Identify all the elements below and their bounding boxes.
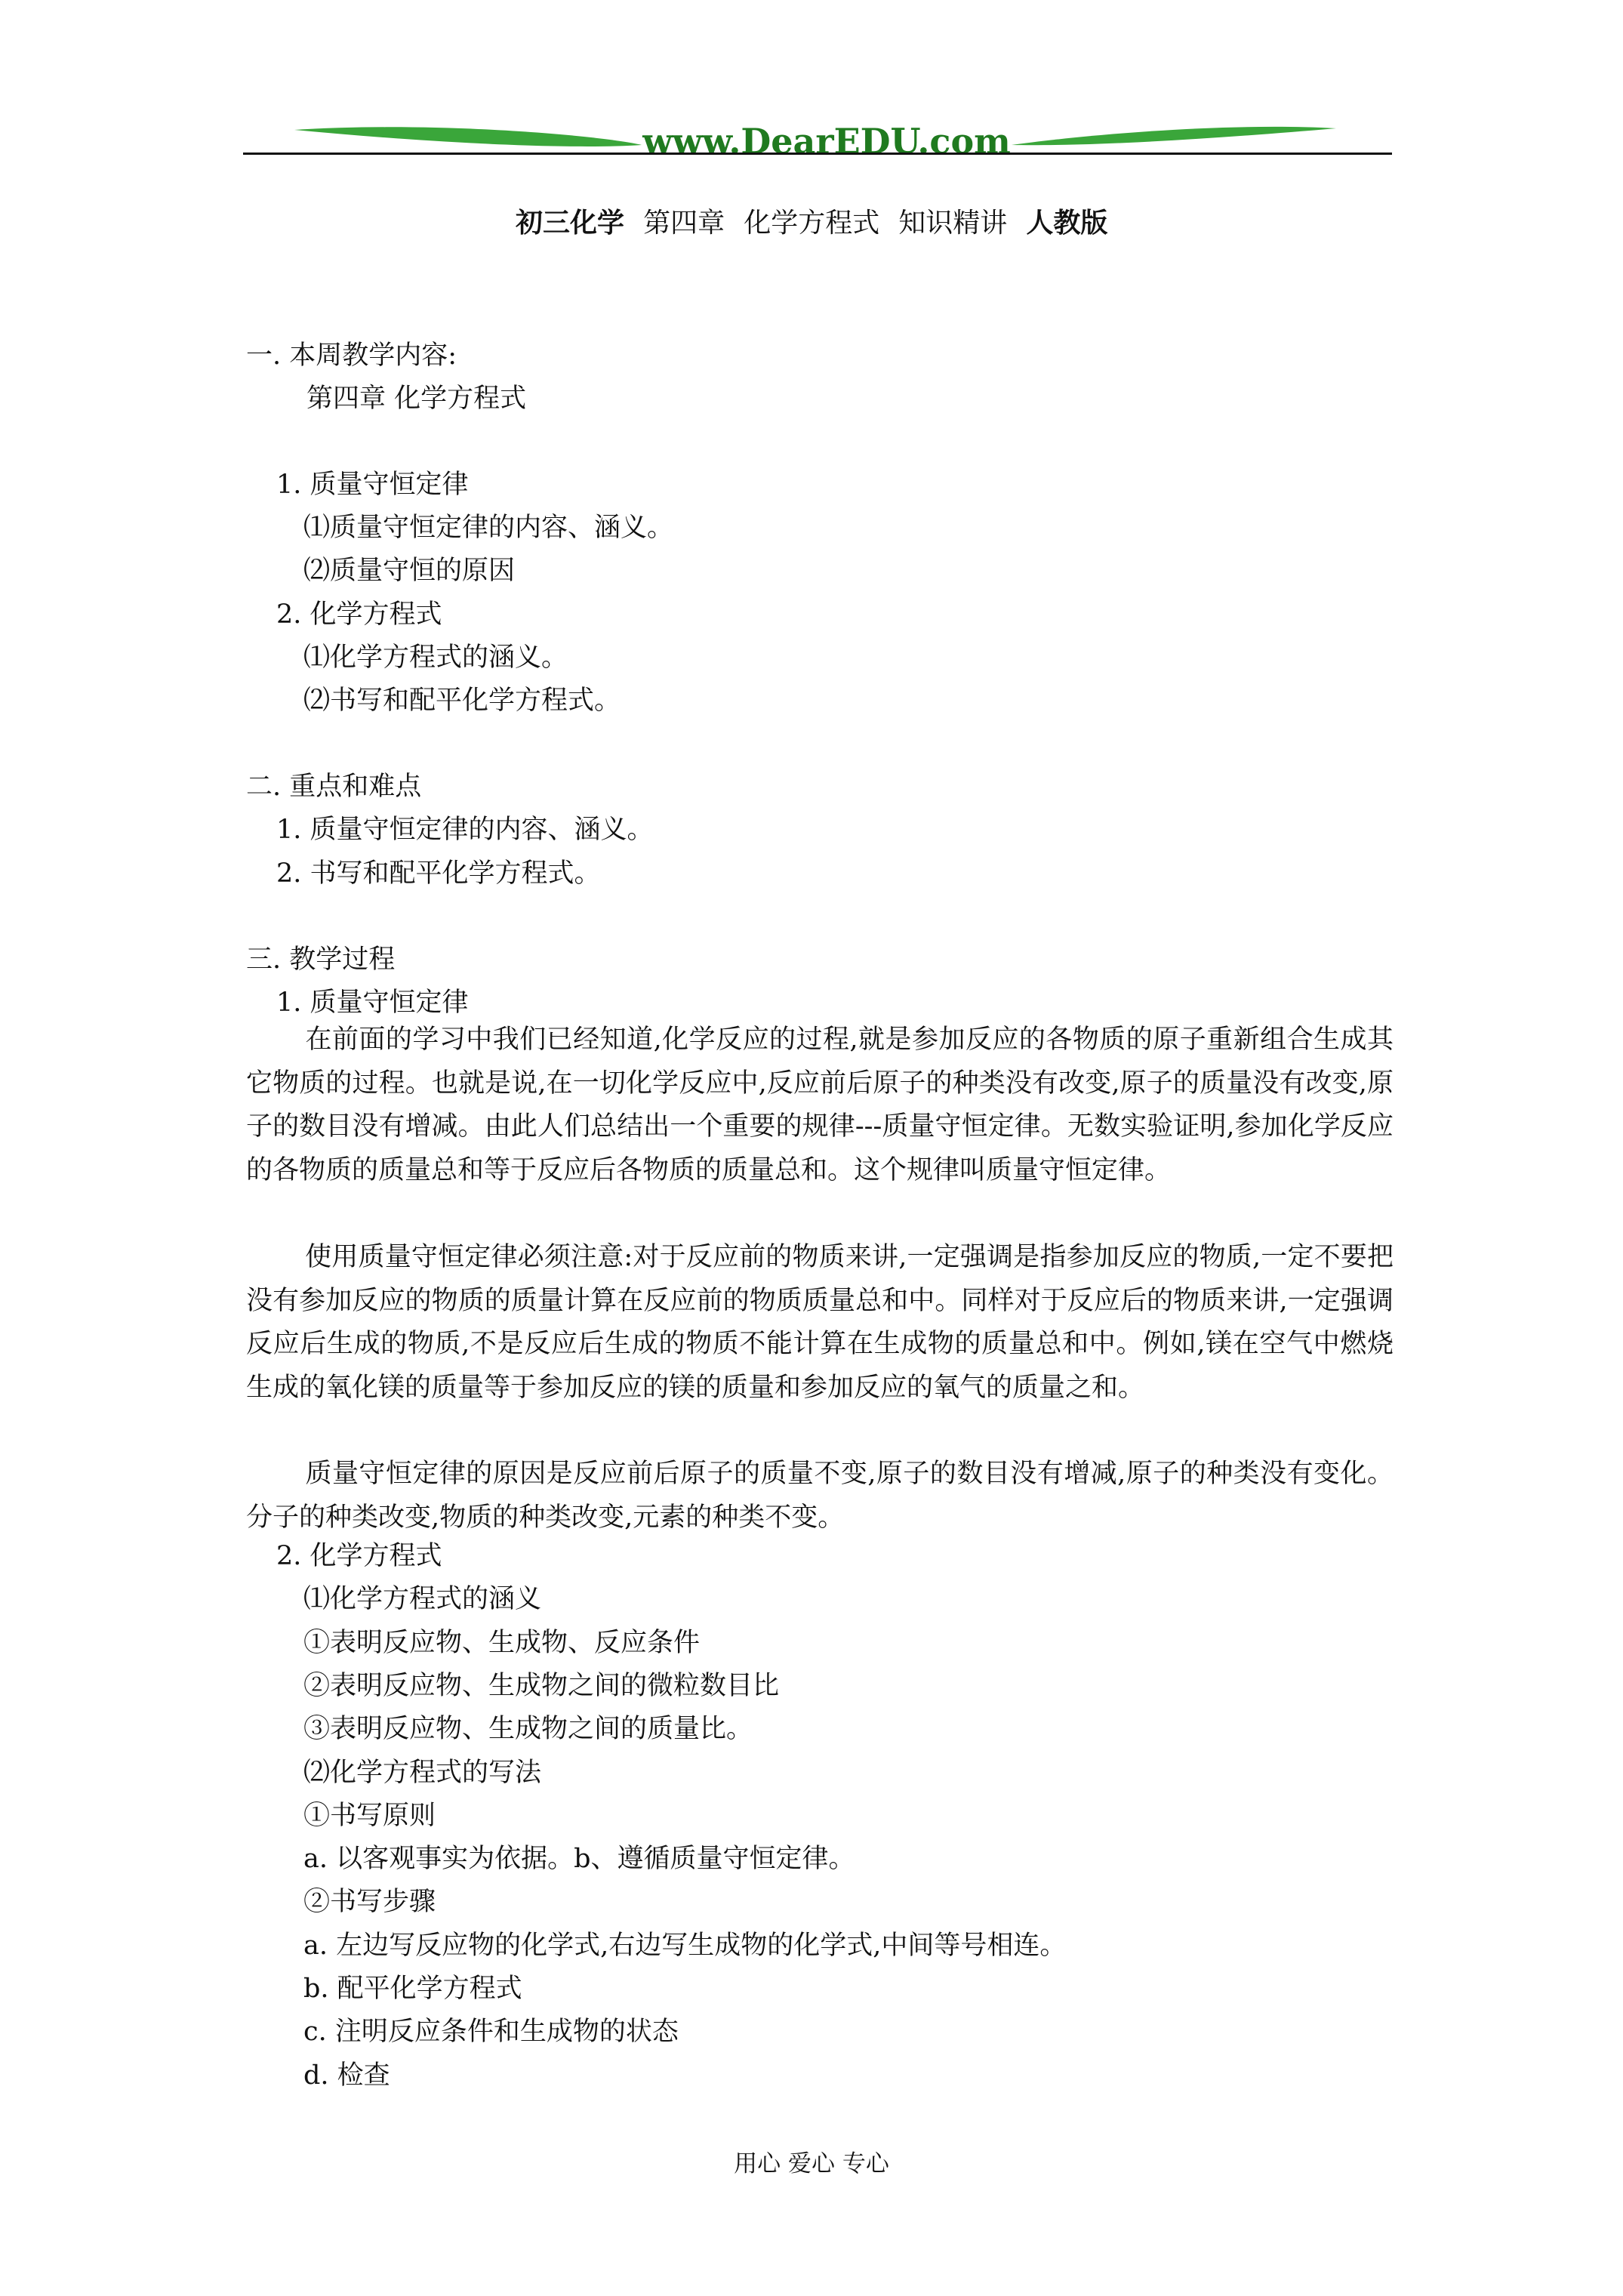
title-part-3: 化学方程式 xyxy=(744,208,880,239)
section1-item: ⑵质量守恒的原因 xyxy=(303,556,516,586)
section2-item: 2. 书写和配平化学方程式。 xyxy=(276,858,601,889)
section3-subheading: 2. 化学方程式 xyxy=(276,1541,442,1571)
page-footer: 用心 爱心 专心 xyxy=(734,2150,889,2177)
title-part-5: 人教版 xyxy=(1026,207,1108,239)
dearedu-logo xyxy=(287,113,1344,166)
paragraph xyxy=(246,1019,1394,1192)
section3-item: ⑵化学方程式的写法 xyxy=(303,1758,542,1788)
paragraph xyxy=(246,1453,1394,1539)
logo-right-swoosh xyxy=(1012,127,1336,145)
section3-item: ①书写原则 xyxy=(303,1801,436,1831)
paragraph-text: 在前面的学习中我们已经知道,化学反应的过程,就是参加反应的各物质的原子重新组合生成其它物质的过程。也就是说,在一切化学反应中,反应前后原子的种类没有改变,原子的质量没有改变,原子的数目没有增减。由此人们总结出一个重要的规律---质量守恒定律。无数实验证明,参加化学反应的各物质的质量总和等于反应后各物质的质量总和。这个规律叫质量守恒定律。 xyxy=(246,1025,1394,1185)
section1-item: 1. 质量守恒定律 xyxy=(276,470,469,500)
section3-item: a. 左边写反应物的化学式,右边写生成物的化学式,中间等号相连。 xyxy=(303,1931,1067,1961)
section3-item: ②书写步骤 xyxy=(303,1887,436,1917)
section1-item: 2. 化学方程式 xyxy=(276,599,442,630)
title-part-4: 知识精讲 xyxy=(898,208,1008,239)
section3-item: ①表明反应物、生成物、反应条件 xyxy=(303,1628,701,1658)
section3-heading: 三. 教学过程 xyxy=(246,945,396,975)
page-title xyxy=(516,206,1107,240)
header-rule xyxy=(243,153,1392,155)
section3-item: a. 以客观事实为依据。b、遵循质量守恒定律。 xyxy=(303,1844,855,1874)
section3-item: ②表明反应物、生成物之间的微粒数目比 xyxy=(303,1671,780,1701)
section3-item: ③表明反应物、生成物之间的质量比。 xyxy=(303,1714,753,1744)
paragraph xyxy=(246,1236,1394,1410)
title-part-1: 初三化学 xyxy=(516,207,625,239)
logo-text: www.DearEDU.com xyxy=(642,121,1011,162)
section3-item: ⑴化学方程式的涵义 xyxy=(303,1584,542,1614)
section3-subheading: 1. 质量守恒定律 xyxy=(276,988,469,1018)
section2-item: 1. 质量守恒定律的内容、涵义。 xyxy=(276,815,654,845)
section1-heading: 一. 本周教学内容: xyxy=(246,341,457,371)
section3-item: c. 注明反应条件和生成物的状态 xyxy=(303,2017,679,2047)
logo-left-swoosh xyxy=(294,127,642,146)
section1-item: ⑴化学方程式的涵义。 xyxy=(303,643,568,673)
paragraph-text: 质量守恒定律的原因是反应前后原子的质量不变,原子的数目没有增减,原子的种类没有变化。分子的种类改变,物质的种类改变,元素的种类不变。 xyxy=(246,1459,1394,1533)
section1-item: ⑵书写和配平化学方程式。 xyxy=(303,686,621,716)
section1-chapter: 第四章 化学方程式 xyxy=(306,384,527,414)
paragraph-text: 使用质量守恒定律必须注意:对于反应前的物质来讲,一定强调是指参加反应的物质,一定不要把没有参加反应的物质的质量计算在反应前的物质质量总和中。同样对于反应后的物质来讲,一定强调反应后生成的物质,不是反应后生成的物质不能计算在生成物的质量总和中。例如,镁在空气中燃烧生成的氧化镁的质量等于参加反应的镁的质量和参加反应的氧气的质量之和。 xyxy=(246,1242,1394,1403)
section3-item: b. 配平化学方程式 xyxy=(303,1974,522,2004)
section3-item: d. 检查 xyxy=(303,2060,390,2091)
section1-item: ⑴质量守恒定律的内容、涵义。 xyxy=(303,513,674,543)
section2-heading: 二. 重点和难点 xyxy=(246,772,422,802)
title-part-2: 第四章 xyxy=(643,208,725,239)
